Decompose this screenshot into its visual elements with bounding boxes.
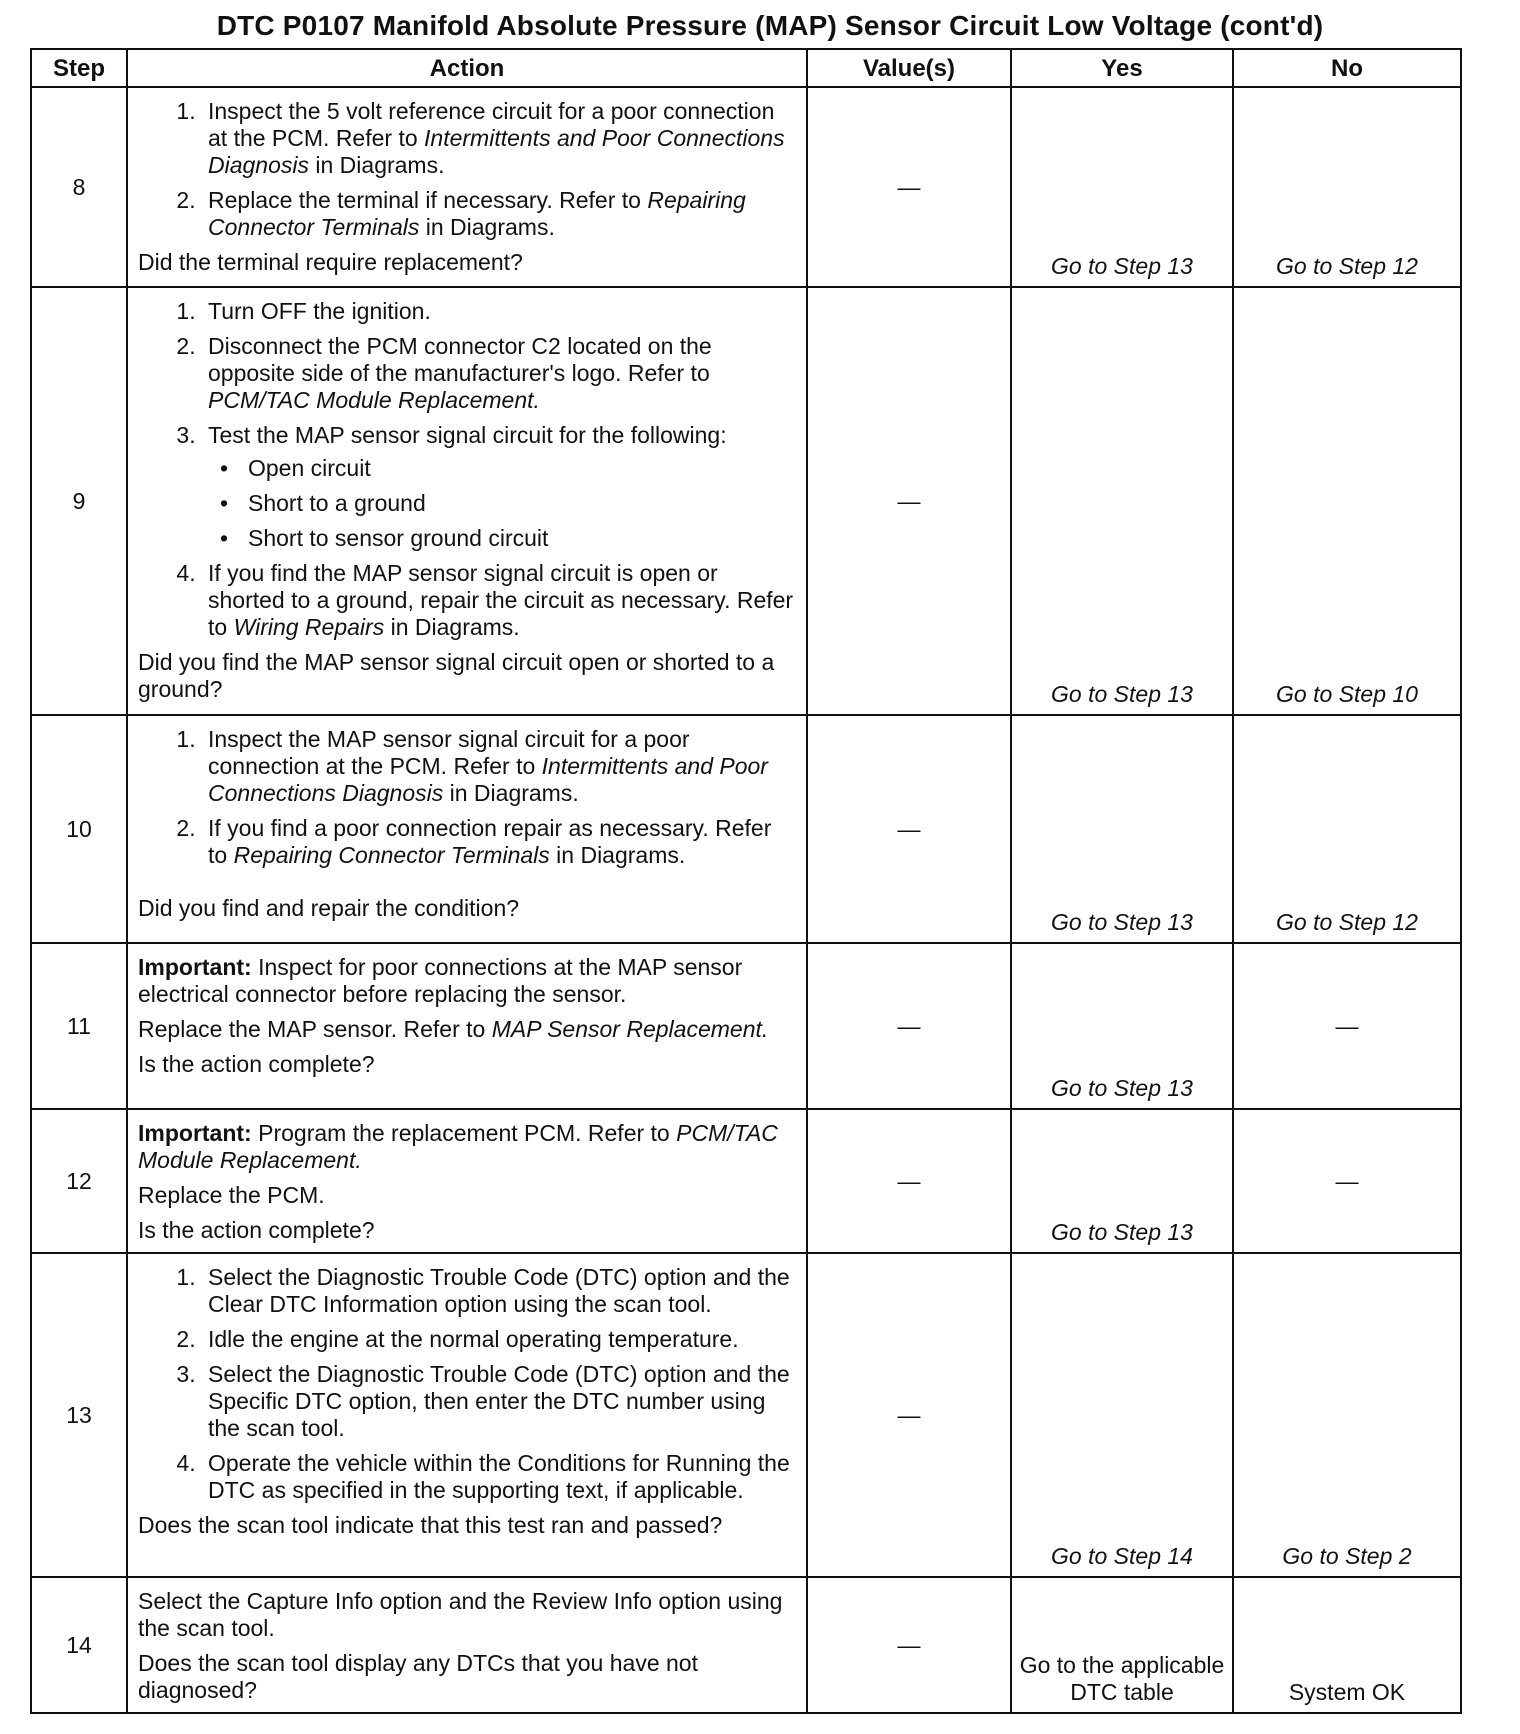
- important-note: Important: Inspect for poor connections at the MAP sensor electrical connector before replacing the sensor.: [138, 954, 743, 1007]
- action-item: 2. If you find a poor connection repair as necessary. Refer to Repairing Connector Terminals in Diagrams.: [202, 815, 796, 869]
- question-text: Did you find the MAP sensor signal circuit open or shorted to a ground?: [138, 649, 775, 702]
- action-cell: [127, 87, 807, 287]
- step-number: 14: [31, 1577, 127, 1713]
- step-number: 8: [31, 87, 127, 287]
- yes-cell: Go to Step 13: [1011, 715, 1233, 943]
- step-number: 9: [31, 287, 127, 715]
- step-number: 13: [31, 1253, 127, 1577]
- bullet-item: • Short to a ground: [242, 490, 796, 517]
- action-item: 3. Test the MAP sensor signal circuit for the following: • Open circuit • Short to a ground • Short to sensor ground circuit: [202, 422, 796, 552]
- value-cell: —: [807, 943, 1011, 1109]
- action-cell: [127, 715, 807, 943]
- header-action: Action: [127, 49, 807, 87]
- action-item: 2. Idle the engine at the normal operating temperature.: [202, 1326, 796, 1353]
- action-item: 3. Select the Diagnostic Trouble Code (DTC) option and the Specific DTC option, then enter the DTC number using the scan tool.: [202, 1361, 796, 1442]
- action-cell: [127, 1253, 807, 1577]
- no-cell: System OK: [1233, 1577, 1461, 1713]
- action-cell: [127, 1577, 807, 1713]
- bullet-list: [208, 455, 796, 552]
- action-item: 1. Turn OFF the ignition.: [202, 298, 796, 325]
- question-text: Is the action complete?: [138, 1217, 375, 1243]
- no-cell: Go to Step 12: [1233, 715, 1461, 943]
- action-item: 4. If you find the MAP sensor signal circuit is open or shorted to a ground, repair the circuit as necessary. Refer to Wiring Repairs in Diagrams.: [202, 560, 796, 641]
- value-cell: —: [807, 87, 1011, 287]
- header-no: No: [1233, 49, 1461, 87]
- action-item: 1. Inspect the MAP sensor signal circuit for a poor connection at the PCM. Refer to Intermittents and Poor Connections Diagnosis in Diagrams.: [202, 726, 796, 807]
- table-row: [31, 287, 1461, 715]
- table-row: [31, 943, 1461, 1109]
- yes-cell: Go to Step 14: [1011, 1253, 1233, 1577]
- action-cell: [127, 287, 807, 715]
- no-cell: Go to Step 12: [1233, 87, 1461, 287]
- yes-cell: Go to Step 13: [1011, 1109, 1233, 1253]
- table-row: [31, 1253, 1461, 1577]
- action-item: 1. Inspect the 5 volt reference circuit for a poor connection at the PCM. Refer to Intermittents and Poor Connections Diagnosis in Diagrams.: [202, 98, 796, 179]
- yes-cell: Go to Step 13: [1011, 87, 1233, 287]
- table-row: [31, 1577, 1461, 1713]
- action-list: [138, 98, 796, 241]
- step-number: 10: [31, 715, 127, 943]
- header-step: Step: [31, 49, 127, 87]
- yes-cell: Go to Step 13: [1011, 287, 1233, 715]
- important-note: Important: Program the replacement PCM. Refer to PCM/TAC Module Replacement.: [138, 1120, 778, 1173]
- page-title: DTC P0107 Manifold Absolute Pressure (MAP) Sensor Circuit Low Voltage (cont'd): [216, 10, 1324, 41]
- question-text: Did the terminal require replacement?: [138, 249, 523, 275]
- value-cell: —: [807, 715, 1011, 943]
- action-item: 2. Disconnect the PCM connector C2 located on the opposite side of the manufacturer's logo. Refer to PCM/TAC Module Replacement.: [202, 333, 796, 414]
- value-cell: —: [807, 1253, 1011, 1577]
- no-cell: —: [1233, 1109, 1461, 1253]
- action-cell: [127, 1109, 807, 1253]
- value-cell: —: [807, 287, 1011, 715]
- action-item: 4. Operate the vehicle within the Conditions for Running the DTC as specified in the supporting text, if applicable.: [202, 1450, 796, 1504]
- table-row: [31, 715, 1461, 943]
- table-row: [31, 1109, 1461, 1253]
- dtc-table: [30, 48, 1462, 1714]
- replace-text: Replace the PCM.: [138, 1182, 325, 1208]
- action-item: 1. Select the Diagnostic Trouble Code (DTC) option and the Clear DTC Information option using the scan tool.: [202, 1264, 796, 1318]
- action-cell: [127, 943, 807, 1109]
- header-values: Value(s): [807, 49, 1011, 87]
- replace-text: Replace the MAP sensor. Refer to MAP Sensor Replacement.: [138, 1016, 769, 1042]
- yes-cell: Go to Step 13: [1011, 943, 1233, 1109]
- step-number: 12: [31, 1109, 127, 1253]
- question-text: Did you find and repair the condition?: [138, 895, 520, 921]
- value-cell: —: [807, 1109, 1011, 1253]
- question-text: Does the scan tool display any DTCs that you have not diagnosed?: [138, 1650, 698, 1703]
- action-list: [138, 298, 796, 641]
- no-cell: Go to Step 10: [1233, 287, 1461, 715]
- action-list: [138, 1264, 796, 1504]
- action-item: 2. Replace the terminal if necessary. Refer to Repairing Connector Terminals in Diagrams.: [202, 187, 796, 241]
- no-cell: —: [1233, 943, 1461, 1109]
- bullet-item: • Short to sensor ground circuit: [242, 525, 796, 552]
- action-text: Select the Capture Info option and the Review Info option using the scan tool.: [138, 1588, 783, 1641]
- value-cell: —: [807, 1577, 1011, 1713]
- table-row: [31, 87, 1461, 287]
- step-number: 11: [31, 943, 127, 1109]
- header-row: [31, 49, 1461, 87]
- bullet-item: • Open circuit: [242, 455, 796, 482]
- question-text: Is the action complete?: [138, 1051, 375, 1077]
- question-text: Does the scan tool indicate that this test ran and passed?: [138, 1512, 723, 1538]
- header-yes: Yes: [1011, 49, 1233, 87]
- yes-cell: Go to the applicable DTC table: [1011, 1577, 1233, 1713]
- action-list: [138, 726, 796, 869]
- no-cell: Go to Step 2: [1233, 1253, 1461, 1577]
